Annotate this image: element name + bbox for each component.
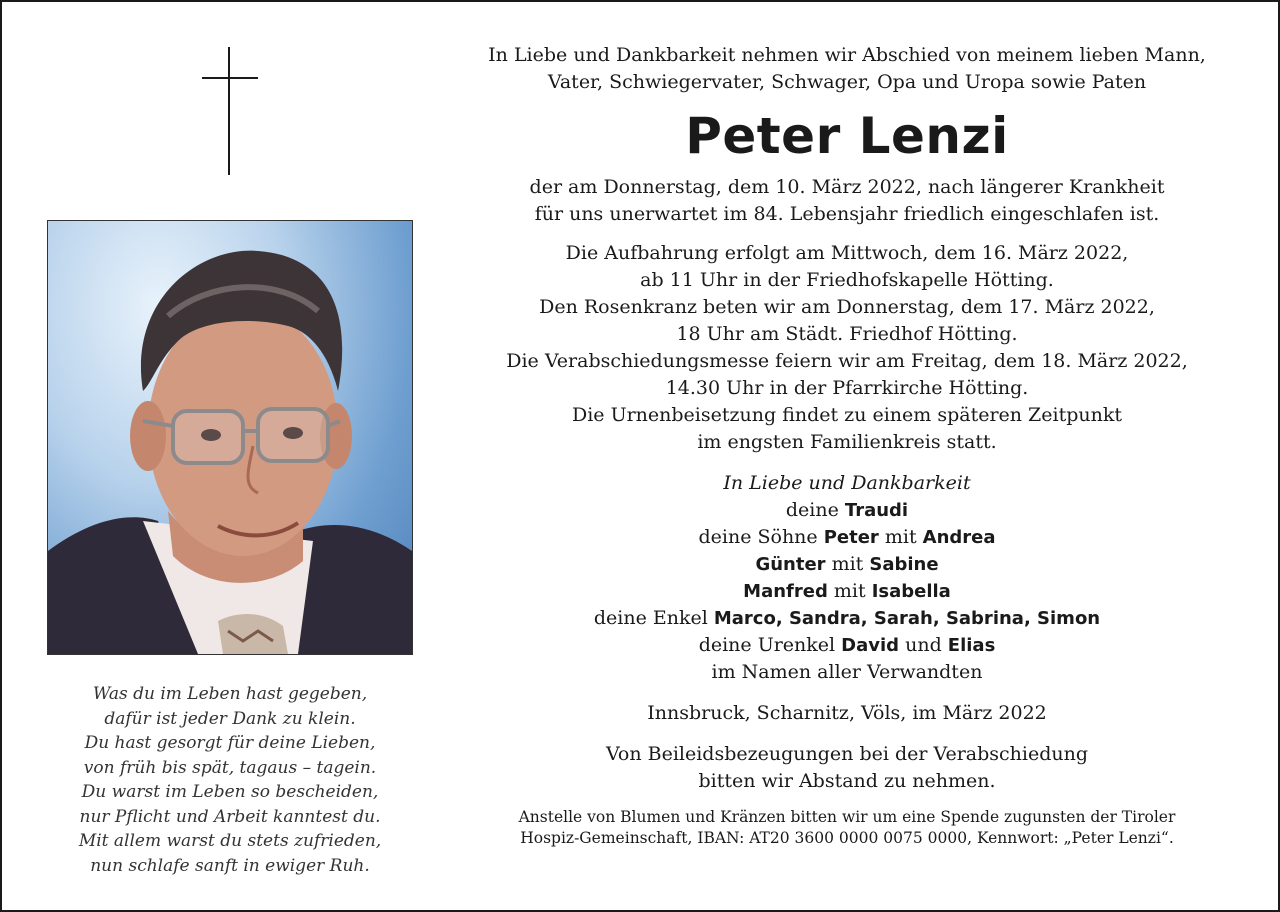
poem-line: Du hast gesorgt für deine Lieben, [84,733,376,753]
poem-line: Du warst im Leben so bescheiden, [81,782,379,802]
portrait-photo [47,220,413,655]
family-son: Manfred mit Isabella [743,580,951,602]
family-relatives: im Namen aller Verwandten [711,661,983,683]
family-list [442,497,1252,686]
death-notice: der am Donnerstag, dem 10. März 2022, nach längerer Krankheit für uns unerwartet im 84. Lebensjahr friedlich eingeschlafen ist. [529,176,1165,225]
ceremony-details: Die Aufbahrung erfolgt am Mittwoch, dem 16. März 2022, ab 11 Uhr in der Friedhofskapelle Hötting. Den Rosenkranz beten wir am Donnerstag, dem 17. März 2022, 18 Uhr am Städt. Friedhof Hötting. Die Verabschiedungsmesse feiern wir am Freitag, dem 18. März 2022, 14.30 Uhr in der Pfarrkirche Hötting. Die Urnenbeisetzung findet zu einem späteren Zeitpunkt im engsten Familienkreis statt. [506,242,1188,453]
poem-line: von früh bis spät, tagaus – tagein. [83,757,377,778]
memorial-poem [42,682,418,878]
family-son: deine Söhne Peter mit Andrea [698,526,996,548]
intro-text: In Liebe und Dankbarkeit nehmen wir Abschied von meinem lieben Mann, Vater, Schwiegervater, Schwager, Opa und Uropa sowie Paten [488,44,1206,93]
deceased-name: Peter Lenzi [685,107,1009,165]
poem-line: dafür ist jeder Dank zu klein. [104,708,356,729]
donation-note: Anstelle von Blumen und Kränzen bitten wir um eine Spende zugunsten der Tiroler Hospiz-Gemeinschaft, IBAN: AT20 3600 0000 0075 0000, Kennwort: „Peter Lenzi“. [518,808,1176,847]
poem-line: nun schlafe sanft in ewiger Ruh. [90,855,370,876]
family-great-grandchildren: deine Urenkel David und Elias [698,634,996,656]
cross-icon [202,47,258,175]
place-date: Innsbruck, Scharnitz, Völs, im März 2022 [647,702,1047,724]
family-son: Günter mit Sabine [755,553,939,575]
notice-text [442,42,1252,849]
thanks-line: In Liebe und Dankbarkeit [723,472,971,494]
condolence-note: Von Beileidsbezeugungen bei der Verabschiedung bitten wir Abstand zu nehmen. [605,743,1089,792]
family-grandchildren: deine Enkel Marco, Sandra, Sarah, Sabrina, Simon [593,607,1101,629]
poem-line: nur Pflicht und Arbeit kanntest du. [79,806,381,827]
family-wife: deine Traudi [785,499,909,521]
poem-line: Mit allem warst du stets zufrieden, [78,831,382,851]
poem-line: Was du im Leben hast gegeben, [92,684,368,704]
